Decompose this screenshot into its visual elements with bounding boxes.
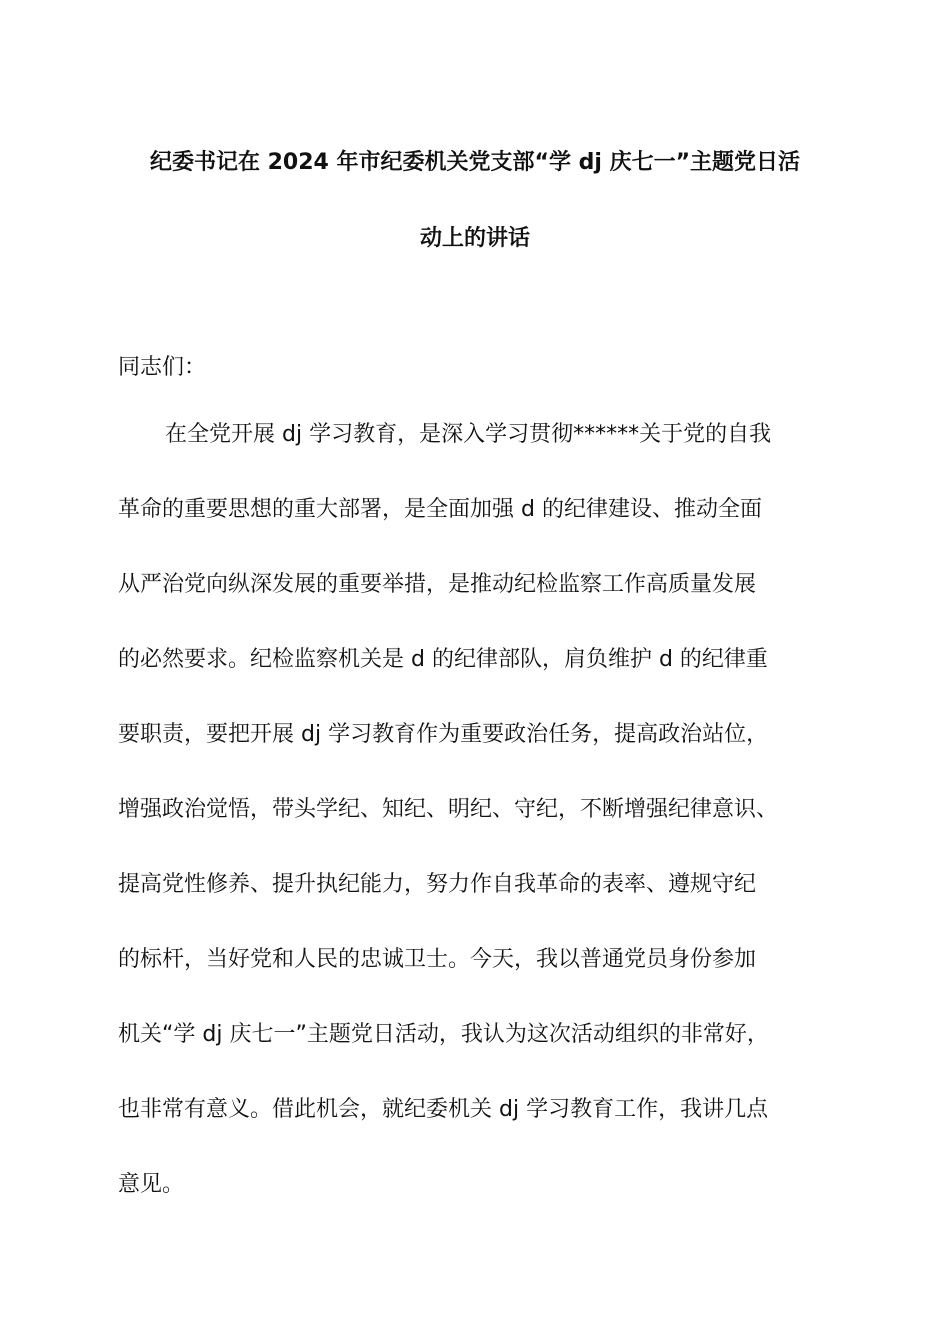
salutation: 同志们： [118, 355, 207, 380]
paragraph-line-7: 提高党性修养、提升执纪能力，努力作自我革命的表率、遵规守纪 [118, 872, 757, 897]
paragraph-line-3: 从严治党向纵深发展的重要举措，是推动纪检监察工作高质量发展 [118, 572, 757, 597]
paragraph-line-2: 革命的重要思想的重大部署，是全面加强 d 的纪律建设、推动全面 [118, 497, 762, 522]
paragraph-line-4: 的必然要求。纪检监察机关是 d 的纪律部队，肩负维护 d 的纪律重 [118, 647, 768, 672]
paragraph-line-11: 意见。 [118, 1172, 185, 1197]
paragraph-line-9: 机关“学 dj 庆七一”主题党日活动，我认为这次活动组织的非常好， [118, 1022, 769, 1047]
paragraph-line-1: 在全党开展 dj 学习教育，是深入学习贯彻******关于党的自我 [165, 422, 772, 447]
document-title-line-1: 纪委书记在 2024 年市纪委机关党支部“学 dj 庆七一”主题党日活 [149, 150, 801, 175]
paragraph-line-6: 增强政治觉悟，带头学纪、知纪、明纪、守纪，不断增强纪律意识、 [118, 797, 779, 822]
document-title-line-2: 动上的讲话 [419, 226, 530, 251]
paragraph-line-10: 也非常有意义。借此机会，就纪委机关 dj 学习教育工作，我讲几点 [118, 1097, 769, 1122]
paragraph-line-8: 的标杆，当好党和人民的忠诚卫士。今天，我以普通党员身份参加 [118, 947, 757, 972]
paragraph-line-5: 要职责，要把开展 dj 学习教育作为重要政治任务，提高政治站位， [118, 722, 769, 747]
